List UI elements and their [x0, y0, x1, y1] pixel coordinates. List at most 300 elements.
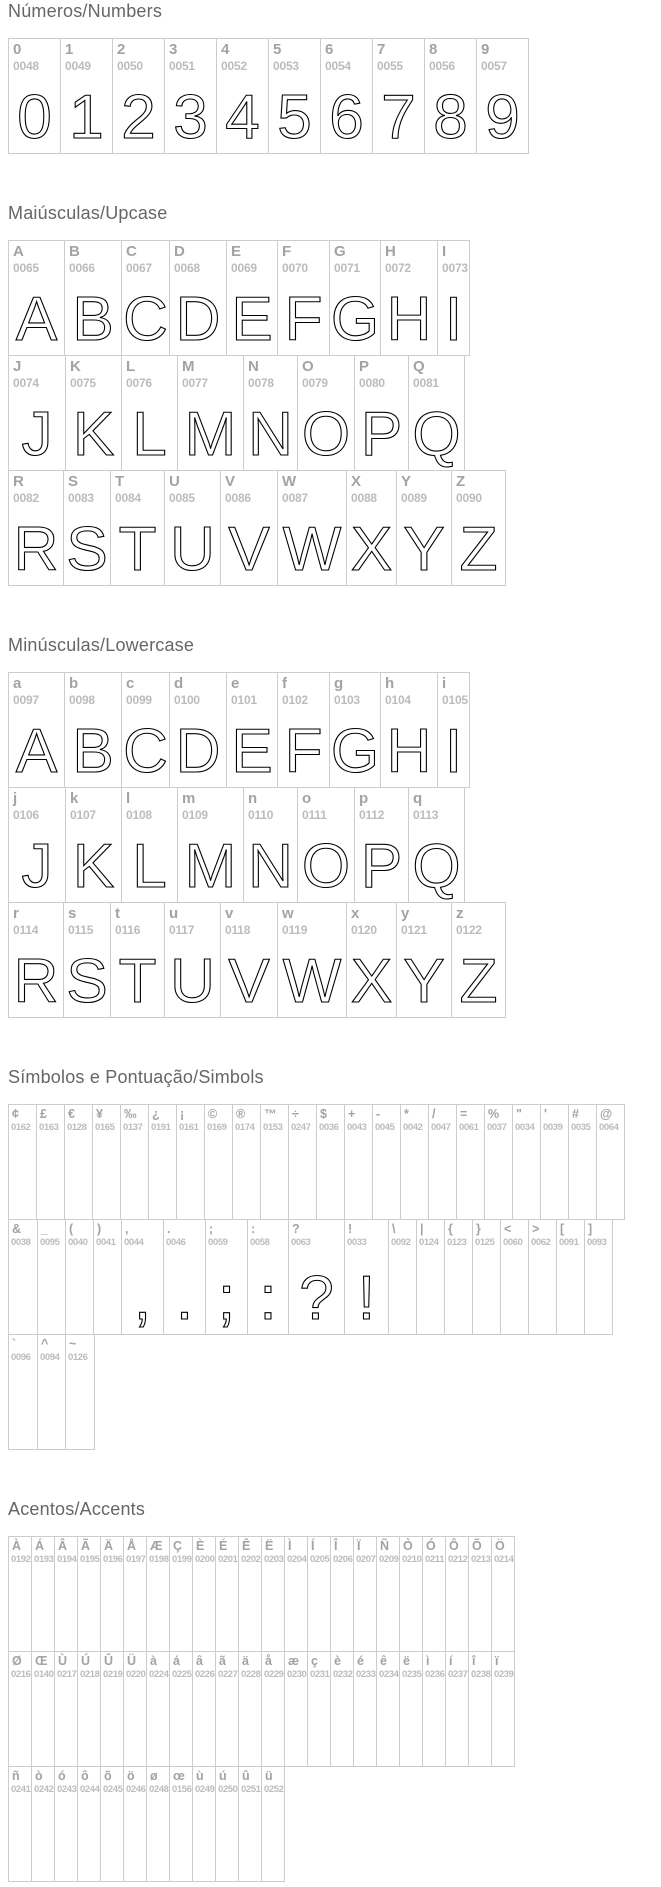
glyph-cell-unicode-code: 0100 — [174, 692, 200, 707]
glyph-cell-unicode-code: 0060 — [503, 1237, 523, 1249]
glyph-cell-unicode-code: 0078 — [248, 375, 274, 390]
glyph-cell-unicode-code: 0086 — [225, 490, 251, 505]
glyph-cell-character-label: t — [115, 905, 120, 922]
glyph-cell-0036 — [316, 1104, 345, 1220]
glyph-cell-0238 — [468, 1651, 492, 1767]
glyph-cell-unicode-code: 0226 — [195, 1669, 215, 1681]
glyph-cell-unicode-code: 0162 — [11, 1122, 31, 1134]
glyph-cell-unicode-code: 0206 — [333, 1554, 353, 1566]
glyph-cell-character-label: y — [401, 905, 410, 922]
glyph-cell-character-label: 8 — [429, 41, 438, 58]
glyph-cell-0051 — [164, 38, 217, 154]
glyph-cell-0210 — [399, 1536, 423, 1652]
glyph-cell-character-label: 3 — [169, 41, 178, 58]
glyph-cell-unicode-code: 0094 — [40, 1352, 60, 1364]
glyph-cell-0202 — [238, 1536, 262, 1652]
glyph-cell-character-label: î — [472, 1654, 476, 1668]
glyph-cell-0244 — [77, 1766, 101, 1882]
glyph-cell-unicode-code: 0064 — [599, 1122, 619, 1134]
glyph-cell-character-label: Œ — [35, 1654, 48, 1668]
glyph-cell-unicode-code: 0219 — [103, 1669, 123, 1681]
glyph-cell-unicode-code: 0054 — [325, 58, 351, 73]
glyph-cell-unicode-code: 0238 — [471, 1669, 491, 1681]
glyph-cell-0239 — [491, 1651, 515, 1767]
glyph-cell-0076 — [121, 355, 178, 471]
glyph-cell-character-label: É — [219, 1539, 228, 1553]
glyph-cell-0066 — [64, 240, 122, 356]
glyph-cell-character-label: 6 — [325, 41, 334, 58]
glyph-cell-character-label: z — [456, 905, 464, 922]
glyph-preview: 6 — [329, 83, 364, 152]
glyph-cell-character-label: # — [572, 1107, 579, 1121]
glyph-cell-unicode-code: 0057 — [481, 58, 507, 73]
glyph-preview: G — [330, 285, 380, 354]
glyph-cell-unicode-code: 0231 — [310, 1669, 330, 1681]
glyph-preview: W — [282, 947, 342, 1016]
glyph-preview: B — [72, 717, 114, 786]
glyph-preview: L — [132, 400, 167, 469]
glyph-preview: O — [301, 400, 351, 469]
glyph-cell-character-label: R — [13, 473, 24, 490]
glyph-cell-unicode-code: 0051 — [169, 58, 195, 73]
glyph-cell-character-label: s — [68, 905, 77, 922]
glyph-cell-unicode-code: 0200 — [195, 1554, 215, 1566]
glyph-preview: S — [66, 947, 108, 1016]
glyph-cell-0071 — [329, 240, 381, 356]
glyph-cell-unicode-code: 0087 — [282, 490, 308, 505]
glyph-cell-character-label: © — [208, 1107, 218, 1121]
glyph-cell-character-label: 7 — [377, 41, 386, 58]
glyph-cell-character-label: À — [12, 1539, 22, 1553]
glyph-cell-character-label: x — [351, 905, 360, 922]
glyph-cell-0084 — [110, 470, 165, 586]
glyph-cell-0098 — [64, 672, 122, 788]
glyph-cell-0075 — [65, 355, 122, 471]
glyph-cell-character-label: Ï — [357, 1539, 361, 1553]
glyph-row — [8, 1651, 661, 1767]
section-title: Acentos/Accents — [8, 1499, 146, 1519]
glyph-cell-0116 — [110, 902, 165, 1018]
glyph-cell-0174 — [232, 1104, 261, 1220]
glyph-cell-0052 — [216, 38, 269, 154]
glyph-cell-unicode-code: 0120 — [351, 922, 377, 937]
glyph-cell-character-label: D — [174, 243, 185, 260]
glyph-cell-unicode-code: 0080 — [359, 375, 385, 390]
glyph-cell-0126 — [65, 1334, 95, 1450]
glyph-cell-character-label: m — [182, 790, 196, 807]
glyph-cell-0153 — [260, 1104, 289, 1220]
glyph-cell-0044 — [121, 1219, 164, 1335]
glyph-cell-character-label: Ã — [81, 1539, 91, 1553]
glyph-cell-unicode-code: 0239 — [494, 1669, 514, 1681]
glyph-cell-0046 — [163, 1219, 206, 1335]
glyph-cell-character-label: æ — [288, 1654, 300, 1668]
glyph-cell-character-label: j — [13, 790, 18, 807]
glyph-cell-character-label: ~ — [69, 1337, 77, 1351]
glyph-cell-unicode-code: 0199 — [172, 1554, 192, 1566]
glyph-cell-unicode-code: 0137 — [123, 1122, 143, 1134]
glyph-cell-unicode-code: 0210 — [402, 1554, 422, 1566]
glyph-cell-0211 — [422, 1536, 446, 1652]
glyph-preview: ? — [299, 1264, 334, 1333]
glyph-cell-0121 — [396, 902, 452, 1018]
glyph-cell-0228 — [238, 1651, 262, 1767]
glyph-cell-0191 — [148, 1104, 177, 1220]
glyph-cell-character-label: Ô — [449, 1539, 459, 1553]
glyph-cell-0064 — [596, 1104, 625, 1220]
glyph-cell-0199 — [169, 1536, 193, 1652]
character-map-sections — [8, 2, 661, 1882]
glyph-cell-character-label: ) — [97, 1222, 102, 1236]
glyph-cell-unicode-code: 0039 — [543, 1122, 563, 1134]
glyph-cell-unicode-code: 0161 — [179, 1122, 199, 1134]
glyph-cell-character-label: Å — [127, 1539, 137, 1553]
glyph-cell-unicode-code: 0101 — [231, 692, 257, 707]
glyph-cell-0123 — [444, 1219, 473, 1335]
glyph-cell-0162 — [8, 1104, 37, 1220]
glyph-cell-character-label: Ç — [173, 1539, 183, 1553]
glyph-preview: W — [282, 515, 342, 584]
glyph-cell-character-label: G — [334, 243, 346, 260]
glyph-cell-character-label: ò — [35, 1769, 43, 1783]
glyph-cell-character-label: € — [68, 1107, 75, 1121]
glyph-cell-0039 — [540, 1104, 569, 1220]
glyph-cell-unicode-code: 0113 — [413, 807, 439, 822]
glyph-preview: V — [228, 947, 270, 1016]
glyph-cell-0033 — [344, 1219, 389, 1335]
glyph-cell-character-label: ñ — [12, 1769, 20, 1783]
glyph-cell-character-label: Ö — [495, 1539, 505, 1553]
glyph-cell-character-label: v — [225, 905, 234, 922]
glyph-cell-0235 — [399, 1651, 423, 1767]
glyph-cell-0250 — [215, 1766, 239, 1882]
glyph-cell-0248 — [146, 1766, 170, 1882]
glyph-cell-0219 — [100, 1651, 124, 1767]
glyph-cell-0089 — [396, 470, 452, 586]
glyph-preview: A — [15, 717, 58, 786]
glyph-cell-unicode-code: 0073 — [442, 260, 468, 275]
glyph-preview: 4 — [225, 83, 260, 152]
glyph-preview: R — [13, 515, 59, 584]
glyph-cell-character-label: , — [125, 1222, 129, 1236]
glyph-cell-unicode-code: 0042 — [403, 1122, 423, 1134]
glyph-cell-character-label: £ — [40, 1107, 47, 1121]
glyph-cell-character-label: 9 — [481, 41, 490, 58]
glyph-cell-0040 — [65, 1219, 94, 1335]
glyph-grid — [8, 1104, 661, 1450]
glyph-preview: P — [360, 832, 403, 901]
glyph-cell-0090 — [451, 470, 506, 586]
section-title: Símbolos e Pontuação/Simbols — [8, 1067, 264, 1087]
glyph-cell-0041 — [93, 1219, 122, 1335]
glyph-cell-unicode-code: 0092 — [391, 1237, 411, 1249]
glyph-cell-unicode-code: 0063 — [291, 1237, 311, 1249]
glyph-cell-unicode-code: 0153 — [263, 1122, 283, 1134]
glyph-cell-unicode-code: 0251 — [241, 1784, 261, 1796]
glyph-cell-unicode-code: 0069 — [231, 260, 257, 275]
glyph-row — [8, 672, 661, 788]
glyph-cell-character-label: Ó — [426, 1539, 436, 1553]
glyph-cell-unicode-code: 0035 — [571, 1122, 591, 1134]
glyph-preview: J — [21, 832, 53, 901]
glyph-cell-0054 — [320, 38, 373, 154]
section-numbers — [8, 2, 661, 154]
glyph-cell-character-label: J — [13, 358, 22, 375]
glyph-cell-unicode-code: 0056 — [429, 58, 455, 73]
glyph-cell-character-label: o — [302, 790, 312, 807]
glyph-cell-0234 — [376, 1651, 400, 1767]
glyph-cell-character-label: $ — [320, 1107, 327, 1121]
glyph-cell-character-label: ç — [311, 1654, 318, 1668]
glyph-cell-unicode-code: 0093 — [587, 1237, 607, 1249]
section-accents — [8, 1500, 661, 1882]
glyph-cell-character-label: Â — [58, 1539, 68, 1553]
glyph-preview: I — [444, 717, 463, 786]
glyph-cell-0104 — [380, 672, 438, 788]
glyph-cell-unicode-code: 0041 — [96, 1237, 116, 1249]
glyph-preview: N — [248, 400, 293, 469]
glyph-cell-0067 — [121, 240, 170, 356]
glyph-cell-character-label: k — [70, 790, 79, 807]
glyph-cell-0197 — [123, 1536, 147, 1652]
glyph-cell-unicode-code: 0089 — [401, 490, 427, 505]
glyph-cell-0236 — [422, 1651, 446, 1767]
glyph-cell-unicode-code: 0104 — [385, 692, 411, 707]
glyph-preview: E — [231, 717, 273, 786]
glyph-cell-0218 — [77, 1651, 101, 1767]
glyph-cell-0232 — [330, 1651, 354, 1767]
glyph-preview: ! — [357, 1264, 376, 1333]
glyph-cell-0059 — [205, 1219, 248, 1335]
glyph-cell-character-label: Ø — [12, 1654, 22, 1668]
glyph-cell-character-label: ¿ — [152, 1107, 160, 1121]
glyph-preview: V — [228, 515, 270, 584]
glyph-cell-0102 — [277, 672, 330, 788]
glyph-preview: F — [284, 717, 323, 786]
glyph-cell-unicode-code: 0224 — [149, 1669, 169, 1681]
glyph-cell-character-label: Í — [311, 1539, 315, 1553]
glyph-cell-0213 — [468, 1536, 492, 1652]
glyph-cell-0227 — [215, 1651, 239, 1767]
glyph-cell-unicode-code: 0067 — [126, 260, 152, 275]
glyph-cell-character-label: p — [359, 790, 369, 807]
section-lowercase — [8, 636, 661, 1018]
glyph-preview: C — [123, 717, 168, 786]
glyph-cell-0070 — [277, 240, 330, 356]
glyph-cell-0165 — [92, 1104, 121, 1220]
glyph-cell-unicode-code: 0126 — [68, 1352, 88, 1364]
glyph-cell-character-label: E — [231, 243, 242, 260]
glyph-cell-unicode-code: 0121 — [401, 922, 427, 937]
glyph-cell-0209 — [376, 1536, 400, 1652]
glyph-cell-unicode-code: 0213 — [471, 1554, 491, 1566]
glyph-cell-0105 — [437, 672, 470, 788]
glyph-cell-unicode-code: 0107 — [70, 807, 96, 822]
glyph-cell-0163 — [36, 1104, 65, 1220]
glyph-cell-character-label: á — [173, 1654, 180, 1668]
glyph-cell-0082 — [8, 470, 64, 586]
glyph-cell-character-label: [ — [560, 1222, 565, 1236]
glyph-cell-unicode-code: 0123 — [447, 1237, 467, 1249]
glyph-cell-unicode-code: 0114 — [13, 922, 39, 937]
glyph-cell-unicode-code: 0163 — [39, 1122, 59, 1134]
glyph-preview: P — [360, 400, 403, 469]
glyph-cell-unicode-code: 0234 — [379, 1669, 399, 1681]
glyph-row — [8, 787, 661, 903]
glyph-cell-unicode-code: 0207 — [356, 1554, 376, 1566]
glyph-cell-character-label: + — [348, 1107, 356, 1121]
glyph-cell-unicode-code: 0053 — [273, 58, 299, 73]
glyph-cell-unicode-code: 0066 — [69, 260, 95, 275]
glyph-cell-0068 — [169, 240, 227, 356]
glyph-preview: D — [175, 285, 221, 354]
glyph-cell-0125 — [472, 1219, 501, 1335]
glyph-cell-unicode-code: 0122 — [456, 922, 482, 937]
glyph-cell-0169 — [204, 1104, 233, 1220]
section-symbols — [8, 1068, 661, 1450]
glyph-cell-0137 — [120, 1104, 149, 1220]
glyph-cell-0108 — [121, 787, 178, 903]
glyph-cell-0217 — [54, 1651, 78, 1767]
section-upcase — [8, 204, 661, 586]
glyph-cell-unicode-code: 0211 — [425, 1554, 445, 1566]
glyph-preview: T — [118, 947, 157, 1016]
glyph-cell-unicode-code: 0059 — [208, 1237, 228, 1249]
glyph-cell-character-label: O — [302, 358, 314, 375]
section-title: Números/Numbers — [8, 1, 163, 21]
glyph-cell-0226 — [192, 1651, 216, 1767]
glyph-cell-character-label: ¥ — [96, 1107, 103, 1121]
glyph-cell-0119 — [277, 902, 347, 1018]
glyph-cell-0201 — [215, 1536, 239, 1652]
glyph-cell-0087 — [277, 470, 347, 586]
glyph-cell-character-label: Y — [401, 473, 412, 490]
glyph-cell-0251 — [238, 1766, 262, 1882]
glyph-cell-character-label: ì — [426, 1654, 430, 1668]
glyph-cell-character-label: Û — [104, 1654, 114, 1668]
glyph-cell-unicode-code: 0220 — [126, 1669, 146, 1681]
glyph-cell-character-label: b — [69, 675, 79, 692]
glyph-cell-unicode-code: 0112 — [359, 807, 385, 822]
glyph-cell-character-label: È — [196, 1539, 205, 1553]
glyph-row — [8, 1104, 661, 1220]
glyph-cell-0115 — [63, 902, 111, 1018]
glyph-cell-character-label: K — [70, 358, 81, 375]
glyph-cell-character-label: Ä — [104, 1539, 114, 1553]
glyph-cell-0207 — [353, 1536, 377, 1652]
glyph-cell-0050 — [112, 38, 165, 154]
glyph-cell-unicode-code: 0040 — [68, 1237, 88, 1249]
glyph-cell-unicode-code: 0055 — [377, 58, 403, 73]
glyph-preview: Z — [459, 515, 498, 584]
glyph-cell-unicode-code: 0165 — [95, 1122, 115, 1134]
glyph-cell-0214 — [491, 1536, 515, 1652]
glyph-cell-character-label: ÷ — [292, 1107, 299, 1121]
glyph-cell-0212 — [445, 1536, 469, 1652]
glyph-cell-unicode-code: 0245 — [103, 1784, 123, 1796]
glyph-row — [8, 38, 661, 154]
glyph-row — [8, 1536, 661, 1652]
glyph-preview: O — [301, 832, 351, 901]
glyph-cell-0042 — [400, 1104, 429, 1220]
glyph-cell-0085 — [164, 470, 221, 586]
glyph-cell-character-label: P — [359, 358, 370, 375]
glyph-cell-0230 — [284, 1651, 308, 1767]
glyph-cell-unicode-code: 0242 — [34, 1784, 54, 1796]
glyph-cell-character-label: 5 — [273, 41, 282, 58]
glyph-cell-character-label: e — [231, 675, 240, 692]
glyph-cell-character-label: _ — [41, 1222, 48, 1236]
glyph-cell-0103 — [329, 672, 381, 788]
glyph-cell-0079 — [297, 355, 355, 471]
glyph-preview: S — [66, 515, 108, 584]
glyph-cell-0111 — [297, 787, 355, 903]
glyph-cell-unicode-code: 0201 — [218, 1554, 238, 1566]
glyph-cell-unicode-code: 0074 — [13, 375, 39, 390]
glyph-cell-unicode-code: 0083 — [68, 490, 94, 505]
glyph-cell-0058 — [247, 1219, 289, 1335]
glyph-cell-0101 — [226, 672, 278, 788]
glyph-cell-0203 — [261, 1536, 285, 1652]
glyph-cell-0092 — [388, 1219, 417, 1335]
glyph-cell-unicode-code: 0098 — [69, 692, 95, 707]
glyph-cell-character-label: n — [248, 790, 258, 807]
glyph-cell-unicode-code: 0241 — [11, 1784, 31, 1796]
glyph-preview: J — [21, 400, 53, 469]
glyph-preview: : — [259, 1264, 277, 1333]
glyph-preview: F — [284, 285, 323, 354]
glyph-cell-unicode-code: 0216 — [11, 1669, 31, 1681]
glyph-cell-character-label: ¡ — [180, 1107, 185, 1121]
glyph-cell-character-label: à — [150, 1654, 157, 1668]
glyph-cell-character-label: F — [282, 243, 292, 260]
glyph-cell-0034 — [512, 1104, 541, 1220]
glyph-cell-character-label: X — [351, 473, 362, 490]
glyph-cell-character-label: ù — [196, 1769, 204, 1783]
glyph-cell-unicode-code: 0124 — [419, 1237, 439, 1249]
glyph-cell-0065 — [8, 240, 65, 356]
glyph-cell-unicode-code: 0174 — [235, 1122, 255, 1134]
glyph-cell-0053 — [268, 38, 321, 154]
glyph-cell-0161 — [176, 1104, 205, 1220]
glyph-cell-character-label: f — [282, 675, 287, 692]
glyph-cell-unicode-code: 0037 — [487, 1122, 507, 1134]
glyph-cell-character-label: Ì — [288, 1539, 292, 1553]
glyph-cell-unicode-code: 0071 — [334, 260, 360, 275]
glyph-preview: L — [132, 832, 167, 901]
glyph-cell-unicode-code: 0119 — [282, 922, 308, 937]
glyph-cell-unicode-code: 0097 — [13, 692, 39, 707]
glyph-preview: K — [72, 400, 115, 469]
glyph-cell-character-label: { — [448, 1222, 453, 1236]
glyph-cell-character-label: ô — [81, 1769, 89, 1783]
glyph-preview: R — [13, 947, 59, 1016]
glyph-cell-0057 — [476, 38, 529, 154]
glyph-cell-unicode-code: 0195 — [80, 1554, 100, 1566]
glyph-cell-0061 — [456, 1104, 485, 1220]
glyph-cell-unicode-code: 0247 — [291, 1122, 311, 1134]
glyph-cell-unicode-code: 0033 — [347, 1237, 367, 1249]
glyph-preview: B — [72, 285, 114, 354]
glyph-cell-character-label: - — [376, 1107, 381, 1121]
glyph-cell-unicode-code: 0229 — [264, 1669, 284, 1681]
glyph-cell-unicode-code: 0108 — [126, 807, 152, 822]
glyph-cell-character-label: A — [13, 243, 24, 260]
glyph-cell-unicode-code: 0197 — [126, 1554, 146, 1566]
glyph-preview: 7 — [381, 83, 416, 152]
glyph-cell-character-label: ã — [219, 1654, 226, 1668]
glyph-cell-character-label: ê — [380, 1654, 387, 1668]
